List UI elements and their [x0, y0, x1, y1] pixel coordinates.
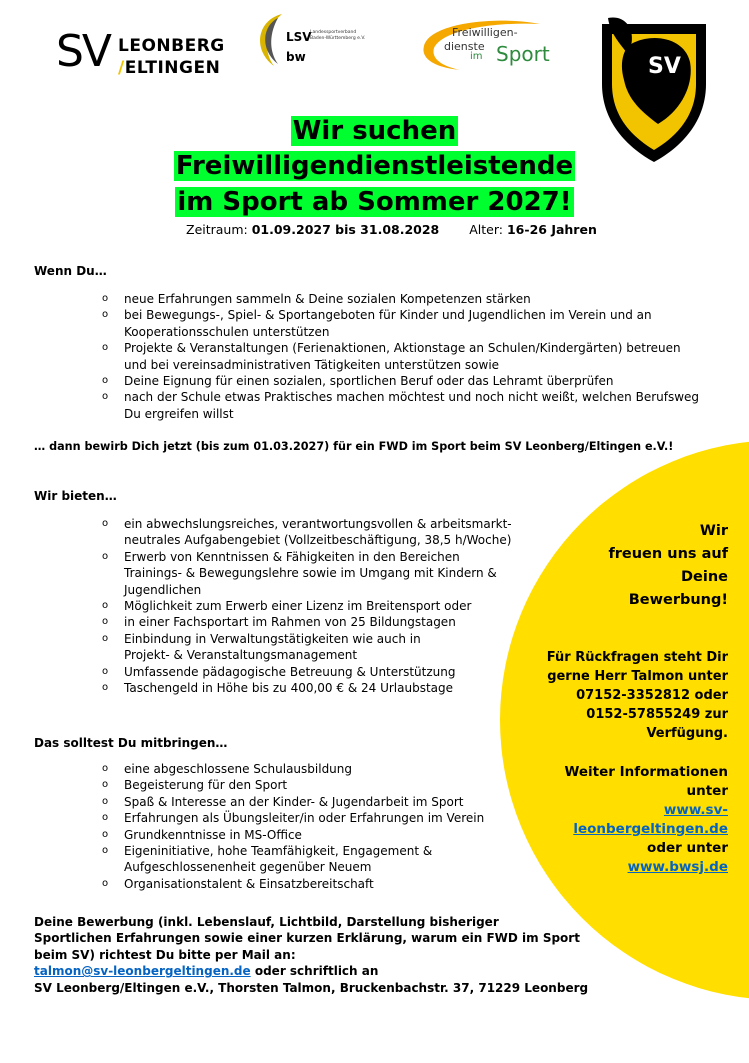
greeting-line-4: Bewerbung! [628, 592, 728, 608]
headline-line-3 [0, 185, 749, 219]
logo-sv-letters: SV [56, 26, 111, 77]
list-item: o Grundkenntnisse in MS-Office [100, 827, 500, 843]
headline-text-2: Freiwilligendienstleistende [175, 151, 574, 181]
list-item: o Organisationstalent & Einsatzbereitschaft [100, 876, 500, 892]
list-item: o Begeisterung für den Sport [100, 777, 500, 793]
bwsj-website-link[interactable]: www.bwsj.de [627, 859, 728, 875]
fwd-im-sport-logo [420, 16, 560, 72]
fwd-line-1: Freiwilligen- [452, 26, 518, 39]
list-item: o Taschengeld in Höhe bis zu 400,00 € & 24 Urlaubstage [100, 680, 540, 696]
application-instructions [34, 914, 644, 996]
footer-line-4 [34, 963, 644, 979]
lsv-bw: bw [286, 50, 306, 64]
list-item: o Eigeninitiative, hohe Teamfähigkeit, Engagement & Aufgeschlossenenheit gegenüber Neuem [100, 843, 464, 876]
footer-line-4-text: oder schriftlich an [250, 964, 379, 979]
greeting-line-1: Wir [699, 523, 728, 539]
section-mitbringen-list [100, 761, 500, 892]
headline-text-3: im Sport ab Sommer 2027! [177, 187, 572, 217]
sv-leonberg-eltingen-logo [56, 28, 226, 80]
shield-sv-text: SV [648, 54, 681, 79]
logo-slash: / [118, 58, 125, 78]
greeting-block [528, 520, 728, 612]
period-age-line [186, 222, 597, 238]
contact-line-5: Verfügung. [646, 726, 728, 741]
list-item: o Erwerb von Kenntnissen & Fähigkeiten in den Bereichen Trainings- & Bewegungslehre sowie im Umgang mit Kindern & Jugendlichen [100, 549, 509, 598]
footer-line-2: Sportlichen Erfahrungen sowie einer kurzen Erklärung, warum ein FWD im Sport [34, 931, 580, 946]
logo-line-1: LEONBERG [118, 36, 225, 56]
list-item: o eine abgeschlossene Schulausbildung [100, 761, 500, 777]
alter-label: Alter: [469, 222, 507, 237]
fwd-line-3: im [470, 51, 483, 62]
footer-line-3: beim SV) richtest Du bitte per Mail an: [34, 947, 296, 962]
zeitraum-label: Zeitraum: [186, 222, 252, 237]
phone-1: 07152-3352812 oder [576, 688, 728, 703]
list-item: o ein abwechslungsreiches, verantwortungsvollen & arbeitsmarkt-neutrales Aufgabengebiet (Vollzeitbeschäftigung, 38,5 h/Woche) [100, 516, 540, 549]
list-item: o bei Bewegungs-, Spiel- & Sportangeboten für Kinder und Jugendlichen im Verein und an Kooperationsschulen unterstützen [100, 307, 700, 340]
phone-2: 0152-57855249 zur [586, 707, 728, 722]
call-to-action: … dann bewirb Dich jetzt (bis zum 01.03.2027) für ein FWD im Sport beim SV Leonberg/Eltingen e.V.! [34, 440, 674, 453]
list-item: o Spaß & Interesse an der Kinder- & Jugendarbeit im Sport [100, 794, 500, 810]
section-wir-bieten-list [100, 516, 540, 696]
list-item: o neue Erfahrungen sammeln & Deine sozialen Kompetenzen stärken [100, 291, 700, 307]
section-wenn-du-title: Wenn Du… [34, 264, 107, 278]
headline-line-1 [0, 114, 749, 148]
lsv-subtitle: Landessportverband Baden-Württemberg e.V. [310, 30, 366, 41]
logo-line-2 [118, 58, 220, 78]
list-item: o Projekte & Veranstaltungen (Ferienaktionen, Aktionstage an Schulen/Kindergärten) betreuen und bei vereinsadministrativen Tätigkeiten unterstützen sowie [100, 340, 700, 373]
fwd-line-2: dienste [444, 40, 485, 53]
info-line-2: unter [686, 783, 728, 799]
list-item: o nach der Schule etwas Praktisches machen möchtest und noch nicht weißt, welchen Berufsweg Du ergreifen willst [100, 389, 700, 422]
sv-website-link-part-2[interactable]: leonbergeltingen.de [573, 821, 728, 837]
email-link[interactable]: talmon@sv-leonbergeltingen.de [34, 964, 251, 979]
lsv-logo [252, 10, 382, 70]
section-wir-bieten-title: Wir bieten… [34, 489, 117, 503]
list-item: o in einer Fachsportart im Rahmen von 25 Bildungstagen [100, 614, 540, 630]
lsv-name: LSV [286, 30, 312, 44]
footer-address: SV Leonberg/Eltingen e.V., Thorsten Talmon, Bruckenbachstr. 37, 71229 Leonberg [34, 980, 589, 995]
contact-line-2: gerne Herr Talmon unter [547, 669, 728, 684]
sv-website-link-part-1[interactable]: www.sv- [663, 802, 728, 818]
greeting-line-3: Deine [681, 569, 728, 585]
section-mitbringen-title: Das solltest Du mitbringen… [34, 736, 228, 750]
contact-block [528, 648, 728, 743]
contact-line-1: Für Rückfragen steht Dir [546, 650, 728, 665]
list-item: o Deine Eignung für einen sozialen, sportlichen Beruf oder das Lehramt überprüfen [100, 373, 700, 389]
list-item: o Einbindung in Verwaltungstätigkeiten wie auch in Projekt- & Veranstaltungsmanagement [100, 631, 434, 664]
footer-line-1: Deine Bewerbung (inkl. Lebenslauf, Lichtbild, Darstellung bisheriger [34, 915, 499, 929]
greeting-line-2: freuen uns auf [608, 546, 728, 562]
info-line-3: oder unter [647, 840, 728, 856]
alter-value: 16-26 Jahren [506, 222, 597, 237]
fwd-line-4: Sport [496, 42, 550, 66]
list-item: o Erfahrungen als Übungsleiter/in oder Erfahrungen im Verein [100, 810, 500, 826]
list-item: o Umfassende pädagogische Betreuung & Unterstützung [100, 664, 540, 680]
info-line-1: Weiter Informationen [564, 764, 728, 780]
list-item: o Möglichkeit zum Erwerb einer Lizenz im Breitensport oder [100, 598, 540, 614]
section-wenn-du-list [100, 291, 700, 422]
headline-line-2 [0, 149, 749, 183]
logo-line-2-text: ELTINGEN [124, 58, 221, 78]
headline-text-1: Wir suchen [292, 116, 457, 146]
info-block [528, 763, 728, 877]
zeitraum-value: 01.09.2027 bis 31.08.2028 [251, 222, 440, 237]
